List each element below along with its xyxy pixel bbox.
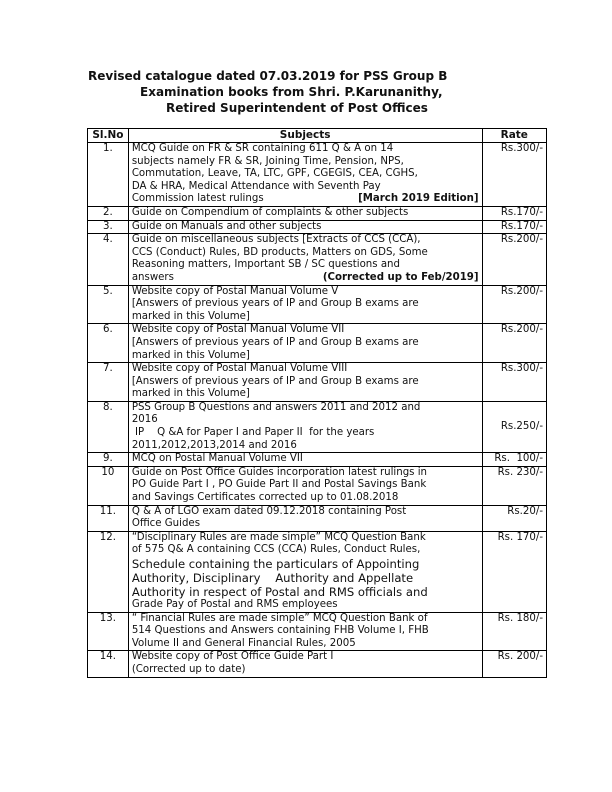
subject-line: CCS (Conduct) Rules, BD products, Matters on GDS, Some — [131, 246, 428, 258]
subject-line: Guide on Manuals and other subjects — [131, 220, 322, 232]
row-rate: Rs. 180/- — [482, 612, 546, 651]
row-sl-no: 10 — [88, 466, 129, 505]
row-sl-no: 8. — [88, 401, 129, 452]
table-row — [88, 285, 547, 324]
subject-line: PO Guide Part I , PO Guide Part II and Postal Savings Bank — [131, 479, 427, 491]
title-line-2: Examination books from Shri. P.Karunanithy, — [140, 85, 443, 99]
subject-line: Guide on Compendium of complaints & other subjects — [131, 206, 409, 218]
row-subject — [128, 234, 482, 285]
subject-line: Guide on Post Office Guides incorporation latest rulings in — [131, 466, 428, 478]
header-subjects: Subjects — [128, 129, 482, 143]
row-subject — [128, 612, 482, 651]
subject-line: marked in this Volume] — [131, 388, 250, 400]
table-row — [88, 234, 547, 285]
subject-line: Website copy of Postal Manual Volume VIII — [131, 363, 348, 375]
title-line-1: Revised catalogue dated 07.03.2019 for PSS Group B — [88, 69, 448, 83]
row-sl-no: 9. — [88, 453, 129, 467]
row-rate: Rs.300/- — [482, 143, 546, 207]
subject-line: Authority in respect of Postal and RMS officials and — [131, 585, 428, 599]
row-rate: Rs. 100/- — [482, 453, 546, 467]
row-rate: Rs.200/- — [482, 285, 546, 324]
subject-line: subjects namely FR & SR, Joining Time, Pension, NPS, — [131, 155, 404, 167]
row-sl-no: 5. — [88, 285, 129, 324]
subject-line: marked in this Volume] — [131, 310, 250, 322]
row-sl-no: 1. — [88, 143, 129, 207]
subject-line: answers — [131, 271, 174, 283]
subject-line: Website copy of Post Office Guide Part I — [131, 651, 334, 663]
subject-line: Guide on miscellaneous subjects [Extracts of CCS (CCA), — [131, 234, 421, 246]
subject-line: [Answers of previous years of IP and Group B exams are — [131, 375, 419, 387]
subject-line: and Savings Certificates corrected up to 01.08.2018 — [131, 492, 399, 504]
subject-line: Website copy of Postal Manual Volume VII — [131, 324, 345, 336]
table-row — [88, 505, 547, 531]
row-sl-no: 3. — [88, 220, 129, 234]
row-subject — [128, 324, 482, 363]
subject-line: 2011,2012,2013,2014 and 2016 — [131, 439, 297, 451]
subject-line: MCQ on Postal Manual Volume VII — [131, 453, 303, 465]
subject-line: MCQ Guide on FR & SR containing 611 Q & A on 14 — [131, 143, 394, 154]
row-subject — [128, 466, 482, 505]
row-subject — [128, 220, 482, 234]
row-rate: Rs.170/- — [482, 220, 546, 234]
row-rate: Rs.300/- — [482, 363, 546, 402]
subject-line: Commutation, Leave, TA, LTC, GPF, CGEGIS, CEA, CGHS, — [131, 168, 418, 180]
row-sl-no: 4. — [88, 234, 129, 285]
row-subject — [128, 531, 482, 612]
subject-line: Commission latest rulings — [131, 193, 264, 205]
subject-line: Grade Pay of Postal and RMS employees — [131, 599, 338, 610]
row-subject — [128, 143, 482, 207]
subject-line-with-note — [132, 193, 479, 206]
row-subject — [128, 453, 482, 467]
edition-note: [March 2019 Edition] — [358, 193, 479, 205]
subject-line: 2016 — [131, 414, 158, 426]
subject-line: Schedule containing the particulars of Appointing — [131, 557, 420, 571]
row-rate: Rs. 170/- — [482, 531, 546, 612]
row-sl-no: 6. — [88, 324, 129, 363]
row-sl-no: 12. — [88, 531, 129, 612]
table-row — [88, 531, 547, 612]
subject-line: Reasoning matters, Important SB / SC questions and — [131, 259, 400, 271]
table-row — [88, 324, 547, 363]
subject-line: of 575 Q& A containing CCS (CCA) Rules, Conduct Rules, — [131, 544, 421, 556]
subject-line: marked in this Volume] — [131, 349, 250, 361]
row-rate: Rs.200/- — [482, 234, 546, 285]
row-rate: Rs.170/- — [482, 206, 546, 220]
row-subject — [128, 651, 482, 677]
subject-line: Q & A of LGO exam dated 09.12.2018 containing Post — [131, 505, 407, 517]
subject-line: 514 Questions and Answers containing FHB Volume I, FHB — [131, 625, 429, 637]
subject-line: “Disciplinary Rules are made simple” MCQ Question Bank — [131, 531, 426, 543]
subject-line: DA & HRA, Medical Attendance with Seventh Pay — [131, 180, 381, 192]
row-sl-no: 11. — [88, 505, 129, 531]
table-row — [88, 401, 547, 452]
row-subject — [128, 285, 482, 324]
subject-line: PSS Group B Questions and answers 2011 and 2012 and — [131, 401, 421, 413]
row-subject — [128, 401, 482, 452]
title-line-3: Retired Superintendent of Post Offices — [166, 101, 428, 115]
catalogue-title — [60, 68, 540, 116]
row-rate-value: Rs.250/- — [500, 420, 543, 432]
row-subject — [128, 363, 482, 402]
row-subject — [128, 206, 482, 220]
header-rate: Rate — [482, 129, 546, 143]
subject-line: IP Q &A for Paper I and Paper II for the years — [131, 427, 375, 439]
subject-line: [Answers of previous years of IP and Group B exams are — [131, 298, 419, 310]
table-row — [88, 363, 547, 402]
row-rate: Rs.200/- — [482, 324, 546, 363]
subject-line: [Answers of previous years of IP and Group B exams are — [131, 336, 419, 348]
subject-line: Office Guides — [131, 518, 201, 530]
row-sl-no: 14. — [88, 651, 129, 677]
row-sl-no: 13. — [88, 612, 129, 651]
row-rate: Rs. 200/- — [482, 651, 546, 677]
subject-line: “ Financial Rules are made simple” MCQ Question Bank of — [131, 612, 428, 624]
table-row — [88, 206, 547, 220]
subject-line: Authority, Disciplinary Authority and Appellate — [131, 571, 414, 585]
table-row — [88, 651, 547, 677]
table-row — [88, 612, 547, 651]
subject-line: Volume II and General Financial Rules, 2005 — [131, 637, 356, 649]
subject-line-with-note — [132, 272, 479, 285]
row-rate — [482, 401, 546, 452]
row-rate: Rs.20/- — [482, 505, 546, 531]
table-row — [88, 143, 547, 207]
subject-line: (Corrected up to date) — [131, 663, 246, 675]
row-sl-no: 7. — [88, 363, 129, 402]
table-row — [88, 220, 547, 234]
table-header-row — [88, 129, 547, 143]
table-row — [88, 453, 547, 467]
row-rate: Rs. 230/- — [482, 466, 546, 505]
row-sl-no: 2. — [88, 206, 129, 220]
correction-note: (Corrected up to Feb/2019] — [322, 271, 479, 283]
catalogue-table — [87, 128, 547, 678]
subject-line: Website copy of Postal Manual Volume V — [131, 285, 339, 297]
row-subject — [128, 505, 482, 531]
header-sl-no: Sl.No — [88, 129, 129, 143]
table-row — [88, 466, 547, 505]
